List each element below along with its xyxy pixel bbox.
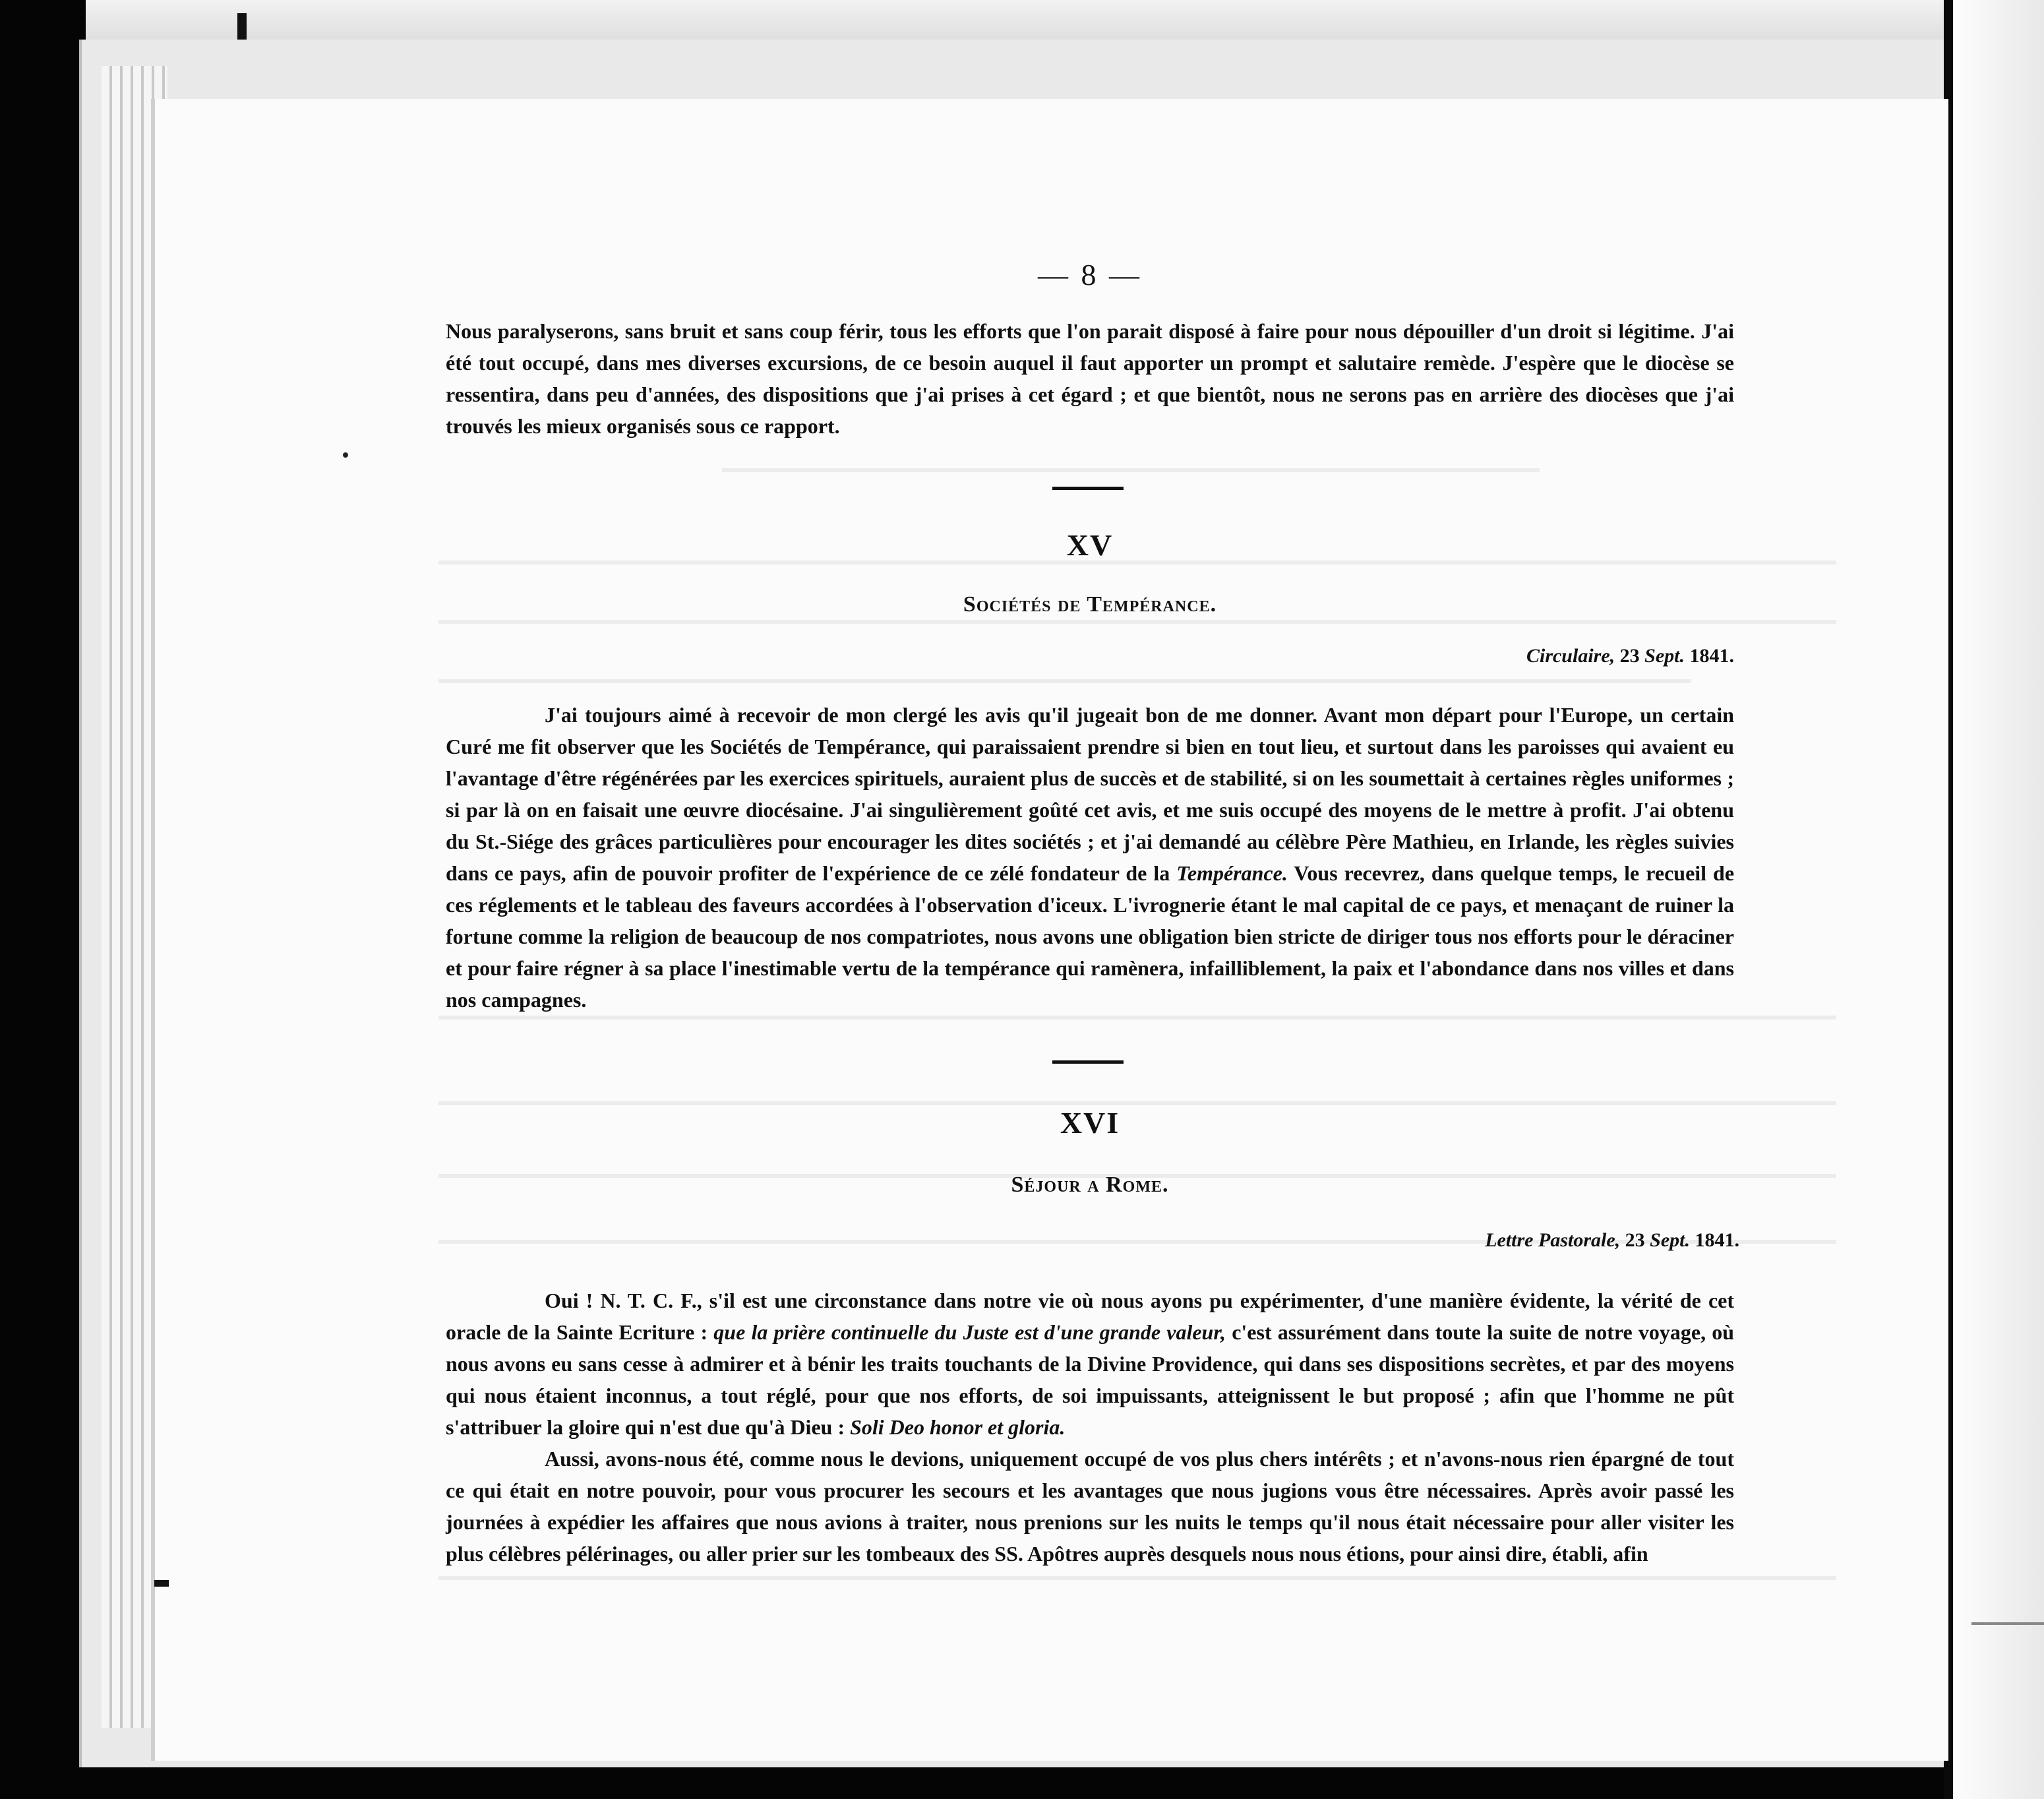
section-title-xvi: Séjour a Rome. xyxy=(1011,1173,1169,1197)
facing-page-edge xyxy=(1953,0,2044,1799)
paragraph-xvi-1-italic1: que la prière continuelle du Juste est d'une grande valeur, xyxy=(713,1320,1226,1344)
section-title-xv: Sociétés de Tempérance. xyxy=(963,592,1217,617)
paragraph-xv-italic: Tempérance. xyxy=(1176,861,1288,885)
text-column xyxy=(446,0,1739,1799)
dateline-source: Circulaire, xyxy=(1526,645,1615,667)
paragraph-xvi-1-part1: Oui ! N. T. C. F., s'il est une circonstance dans notre vie où nous ayons pu expérimenter, d'une manière évidente, la vérité de cet oracle de la Sainte Ecriture : xyxy=(446,1289,1734,1344)
dateline-year: 1841. xyxy=(1689,645,1734,667)
paragraph-xvi-1-part2: c'est assurément dans toute la suite de notre voyage, où nous avons eu sans cesse à admirer et à bénir les traits touchants de la Divine Providence, qui dans ses dispositions secrètes, et par des moyens qui nous étaient inconnus, a tout réglé, pour que nos efforts, de soi impuissants, atteignissent le but proposé ; afin que l'homme ne pût s'attribuer la gloire qui n'est due qu'à Dieu : xyxy=(446,1320,1735,1439)
dateline-month: Sept. xyxy=(1650,1229,1690,1251)
paragraph-xv xyxy=(446,699,1734,1016)
paragraph-top: Nous paralyserons, sans bruit et sans coup férir, tous les efforts que l'on parait disposé à faire pour nous dépouiller d'un droit si légitime. J'ai été tout occupé, dans mes diverses excursions, de ce besoin auquel il faut apporter un prompt et salutaire remède. J'espère que le diocèse se ressentira, dans peu d'années, des dispositions que j'ai prises à cet égard ; et que bientôt, nous ne serons pas en arrière des diocèses que j'ai trouvés les mieux organisés sous ce rapport. xyxy=(446,319,1734,438)
page-number: — 8 — xyxy=(1038,258,1142,291)
dateline-year: 1841. xyxy=(1695,1229,1739,1251)
dateline-month: Sept. xyxy=(1644,645,1685,667)
paragraph-xv-part2: Vous recevrez, dans quelque temps, le recueil de ces réglements et le tableau des faveurs accordées à l'observation d'iceux. L'ivrognerie étant le mal capital de ce pays, et menaçant de ruiner la fortune comme la religion de beaucoup de nos compatriotes, nous avons une obligation bien stricte de diriger tous nos efforts pour le déraciner et pour faire régner à sa place l'inestimable vertu de la tempérance qui ramènera, infailliblement, la paix et l'abondance dans nos villes et dans nos campagnes. xyxy=(446,861,1735,1012)
section-number-xv: XV xyxy=(1066,528,1114,562)
dateline-source: Lettre Pastorale, xyxy=(1485,1229,1621,1251)
dateline-xvi xyxy=(1485,1229,1739,1252)
section-divider xyxy=(1052,487,1124,490)
paragraph-xvi-1-italic2: Soli Deo honor et gloria. xyxy=(850,1415,1066,1439)
paragraph-xvi-2: Aussi, avons-nous été, comme nous le devions, uniquement occupé de vos plus chers intérêts ; et n'avons-nous rien épargné de tout ce qui était en notre pouvoir, pour vous procurer les secours et les avantages que nous jugions vous être nécessaires. Après avoir passé les journées à expédier les affaires que nous avions à traiter, nous prenions sur les nuits le temps qu'il nous était nécessaire pour aller visiter les plus célèbres pélérinages, ou aller prier sur les tombeaux des SS. Apôtres auprès desquels nous nous étions, pour ainsi dire, établi, afin xyxy=(446,1447,1734,1566)
paragraph-xvi-1 xyxy=(446,1285,1734,1443)
section-number-xvi: XVI xyxy=(1060,1106,1120,1140)
dateline-day: 23 xyxy=(1619,645,1640,667)
dateline-xv xyxy=(1526,645,1734,667)
section-divider xyxy=(1052,1060,1124,1064)
paragraph-xv-part1: J'ai toujours aimé à recevoir de mon clergé les avis qu'il jugeait bon de me donner. Avant mon départ pour l'Europe, un certain Curé me fit observer que les Sociétés de Tempérance, qui paraissaient prendre si bien en tout lieu, et surtout dans les paroisses qui avaient eu l'avantage d'être régénérées par les exercices spirituels, auraient plus de succès et de stabilité, si on les soumettait à certaines règles uniformes ; si par là on en faisait une œuvre diocésaine. J'ai singulièrement goûté cet avis, et me suis occupé des moyens de le mettre à profit. J'ai obtenu du St.-Siége des grâces particulières pour encourager les dites sociétés ; et j'ai demandé au célèbre Père Mathieu, en Irlande, les règles suivies dans ce pays, afin de pouvoir profiter de l'expérience de ce zélé fondateur de la xyxy=(446,703,1734,885)
dateline-day: 23 xyxy=(1625,1229,1645,1251)
speck xyxy=(343,452,348,458)
scan-mark-left xyxy=(154,1580,169,1587)
